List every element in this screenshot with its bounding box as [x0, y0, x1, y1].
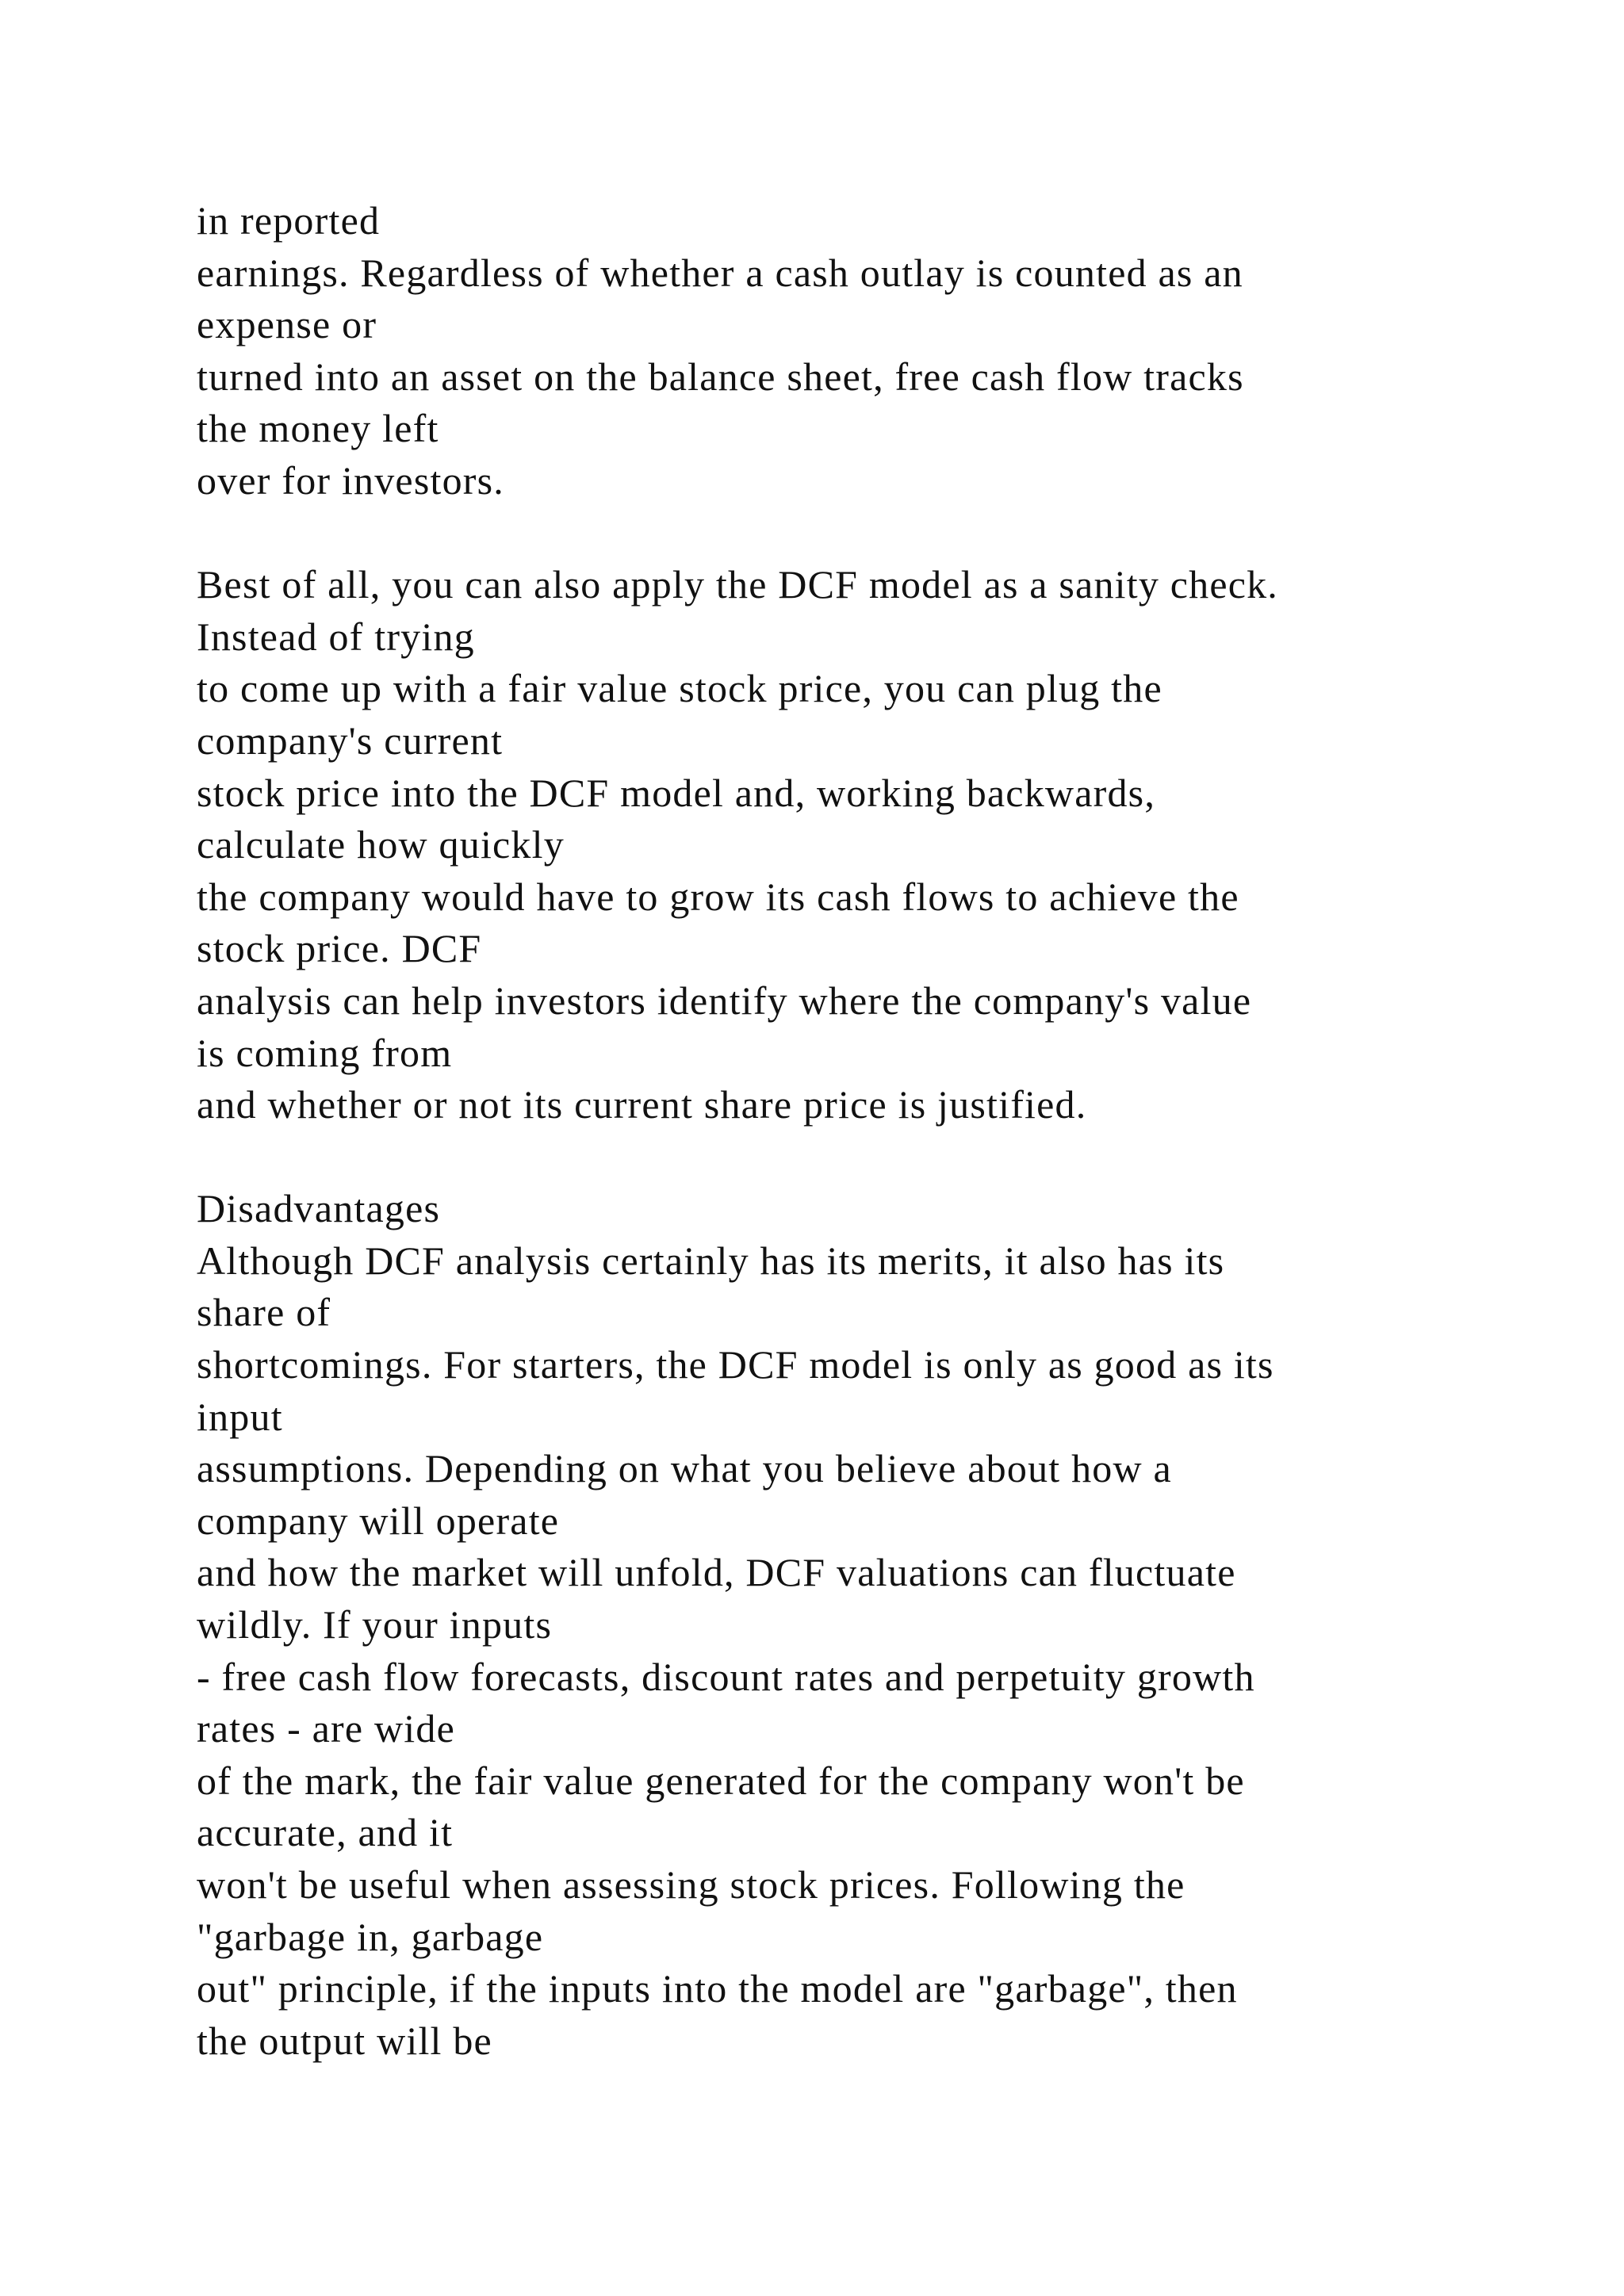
section-heading-disadvantages: Disadvantages — [197, 1186, 441, 1231]
document-body — [197, 195, 1545, 2067]
text-line: rates - are wide — [197, 1706, 455, 1751]
text-line: - free cash flow forecasts, discount rates and perpetuity growth — [197, 1654, 1255, 1699]
text-line: over for investors. — [197, 457, 504, 503]
text-line: assumptions. Depending on what you believe about how a — [197, 1446, 1172, 1491]
text-line: and how the market will unfold, DCF valuations can fluctuate — [197, 1550, 1236, 1595]
text-line: analysis can help investors identify where the company's value — [197, 978, 1252, 1023]
text-line: out" principle, if the inputs into the model are "garbage", then — [197, 1966, 1238, 2011]
paragraph-gap — [197, 1131, 1545, 1184]
text-line: and whether or not its current share price is justified. — [197, 1082, 1087, 1127]
paragraph-free-cash-flow — [197, 195, 1545, 507]
text-line: to come up with a fair value stock price, you can plug the — [197, 666, 1162, 711]
text-line: input — [197, 1394, 283, 1439]
text-line: company will operate — [197, 1498, 560, 1543]
paragraph-disadvantages — [197, 1183, 1545, 2067]
text-line: of the mark, the fair value generated for the company won't be — [197, 1758, 1245, 1803]
paragraph-sanity-check — [197, 559, 1545, 1131]
text-line: accurate, and it — [197, 1810, 454, 1855]
text-line: stock price into the DCF model and, working backwards, — [197, 770, 1156, 815]
text-line: share of — [197, 1290, 331, 1335]
text-line: is coming from — [197, 1030, 453, 1075]
text-line: earnings. Regardless of whether a cash outlay is counted as an — [197, 250, 1243, 295]
text-line: the company would have to grow its cash flows to achieve the — [197, 874, 1239, 919]
text-line: wildly. If your inputs — [197, 1602, 553, 1647]
text-line: expense or — [197, 302, 377, 347]
text-line: Although DCF analysis certainly has its merits, it also has its — [197, 1238, 1225, 1283]
text-line: Instead of trying — [197, 614, 475, 659]
text-line: shortcomings. For starters, the DCF model is only as good as its — [197, 1342, 1274, 1387]
text-line: "garbage in, garbage — [197, 1914, 544, 1959]
text-line: won't be useful when assessing stock prices. Following the — [197, 1862, 1185, 1907]
text-line: in reported — [197, 198, 381, 243]
paragraph-gap — [197, 507, 1545, 560]
text-line: turned into an asset on the balance sheet, free cash flow tracks — [197, 354, 1244, 399]
text-line: company's current — [197, 718, 504, 763]
text-line: Best of all, you can also apply the DCF model as a sanity check. — [197, 562, 1279, 607]
text-line: the output will be — [197, 2018, 492, 2063]
text-line: the money left — [197, 406, 439, 451]
text-line: calculate how quickly — [197, 822, 565, 867]
text-line: stock price. DCF — [197, 926, 482, 971]
